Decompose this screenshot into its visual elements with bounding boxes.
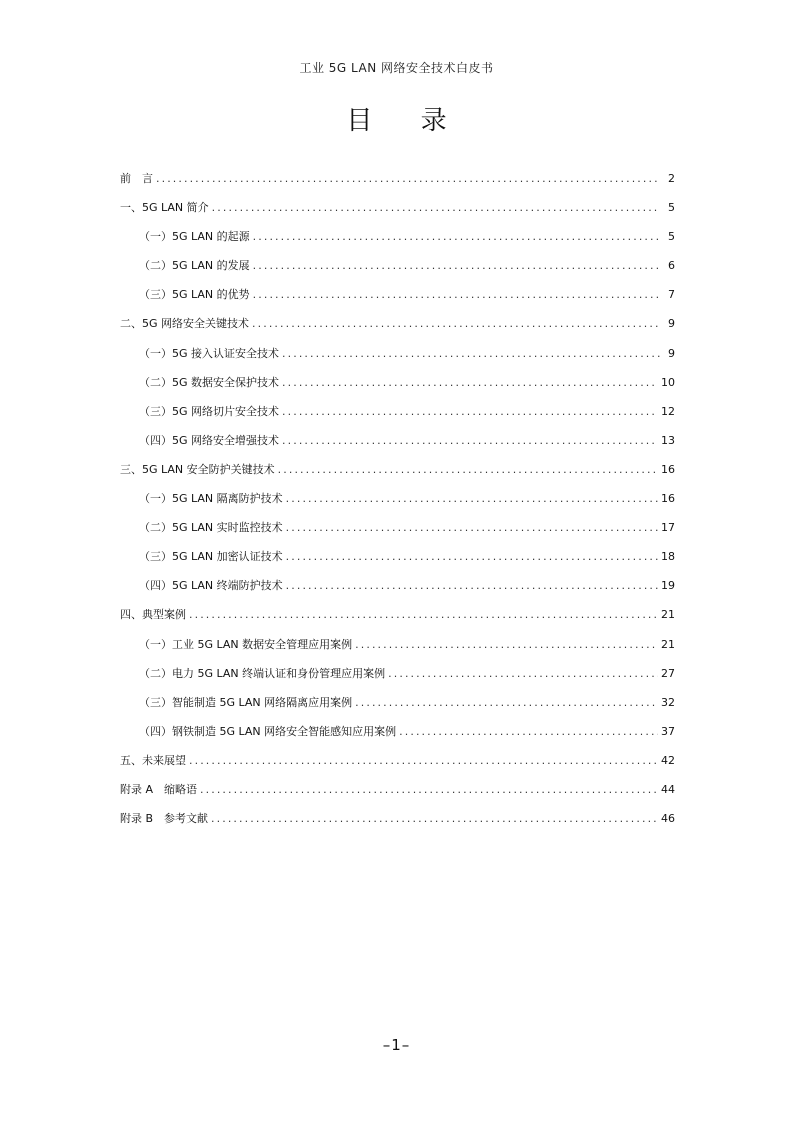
toc-entry-section-3-4[interactable]	[120, 577, 675, 606]
toc-page-number: 5	[668, 230, 675, 244]
toc-entry-chapter-2[interactable]	[120, 315, 675, 344]
table-of-contents	[120, 170, 675, 839]
toc-dot-leader	[286, 579, 658, 592]
toc-page-number: 6	[668, 259, 675, 273]
toc-dot-leader	[252, 317, 660, 330]
toc-page-number: 21	[661, 637, 675, 651]
toc-page-number: 7	[668, 288, 675, 302]
toc-entry-label: （三）5G LAN 加密认证技术	[139, 550, 283, 564]
toc-dot-leader	[282, 347, 660, 360]
toc-dot-leader	[286, 521, 658, 534]
toc-entry-label: 附录 B 参考文献	[120, 812, 209, 826]
toc-entry-section-4-2[interactable]	[120, 665, 675, 694]
toc-page-number: 16	[661, 492, 675, 506]
toc-dot-leader	[399, 725, 658, 738]
toc-entry-section-3-1[interactable]	[120, 490, 675, 519]
running-header: 工业 5G LAN 网络安全技术白皮书	[299, 61, 494, 75]
toc-dot-leader	[156, 172, 660, 185]
toc-entry-label: （一）5G LAN 隔离防护技术	[139, 492, 283, 506]
toc-page-number: 2	[668, 172, 675, 185]
toc-dot-leader	[282, 405, 658, 418]
toc-entry-label: （三）5G LAN 的优势	[139, 288, 250, 302]
toc-dot-leader	[388, 667, 658, 680]
toc-entry-appendix-a[interactable]	[120, 781, 675, 810]
toc-dot-leader	[253, 259, 660, 272]
toc-page-number: 9	[668, 346, 675, 360]
toc-entry-label: （四）5G 网络安全增强技术	[139, 433, 280, 447]
page-title: 目 录	[346, 106, 467, 136]
toc-entry-chapter-5[interactable]	[120, 752, 675, 781]
toc-dot-leader	[278, 463, 658, 476]
toc-dot-leader	[286, 550, 658, 563]
toc-entry-label: （二）5G LAN 的发展	[139, 259, 250, 273]
toc-dot-leader	[253, 288, 660, 301]
toc-entry-section-4-3[interactable]	[120, 694, 675, 723]
toc-entry-section-4-4[interactable]	[120, 723, 675, 752]
toc-page-number: 17	[661, 521, 675, 535]
toc-entry-section-3-2[interactable]	[120, 519, 675, 548]
toc-page-number: 18	[661, 550, 675, 564]
toc-entry-section-1-2[interactable]	[120, 257, 675, 286]
toc-dot-leader	[200, 783, 658, 796]
toc-dot-leader	[286, 492, 658, 505]
toc-entry-label: （三）5G 网络切片安全技术	[139, 404, 280, 418]
toc-dot-leader	[253, 230, 660, 243]
toc-page-number: 21	[661, 608, 675, 622]
toc-entry-preface[interactable]	[120, 170, 675, 199]
toc-entry-label: 三、5G LAN 安全防护关键技术	[120, 462, 275, 476]
toc-entry-label: （一）5G 接入认证安全技术	[139, 346, 280, 360]
toc-entry-label: （三）智能制造 5G LAN 网络隔离应用案例	[139, 695, 353, 709]
toc-dot-leader	[212, 201, 660, 214]
toc-entry-section-2-2[interactable]	[120, 374, 675, 403]
toc-entry-section-2-1[interactable]	[120, 345, 675, 374]
toc-entry-section-1-3[interactable]	[120, 286, 675, 315]
toc-entry-label: 四、典型案例	[120, 608, 186, 622]
toc-entry-section-3-3[interactable]	[120, 548, 675, 577]
toc-dot-leader	[355, 696, 658, 709]
toc-dot-leader	[189, 608, 658, 621]
toc-entry-section-4-1[interactable]	[120, 636, 675, 665]
toc-page-number: 13	[661, 433, 675, 447]
toc-dot-leader	[282, 376, 658, 389]
toc-entry-label: （一）工业 5G LAN 数据安全管理应用案例	[139, 637, 353, 651]
toc-entry-section-2-3[interactable]	[120, 403, 675, 432]
toc-entry-label: （二）5G LAN 实时监控技术	[139, 521, 283, 535]
toc-entry-label: 附录 A 缩略语	[120, 782, 198, 796]
toc-dot-leader	[189, 754, 658, 767]
toc-page-number: 12	[661, 404, 675, 418]
page-number-footer: –1–	[382, 1036, 411, 1054]
toc-entry-label: 二、5G 网络安全关键技术	[120, 317, 250, 331]
toc-entry-section-2-4[interactable]	[120, 432, 675, 461]
toc-page-number: 19	[661, 579, 675, 593]
toc-entry-section-1-1[interactable]	[120, 228, 675, 257]
toc-entry-label: （二）电力 5G LAN 终端认证和身份管理应用案例	[139, 666, 386, 680]
toc-entry-label: （四）钢铁制造 5G LAN 网络安全智能感知应用案例	[139, 724, 397, 738]
toc-entry-label: 五、未来展望	[120, 753, 186, 767]
toc-page-number: 16	[661, 462, 675, 476]
toc-dot-leader	[355, 638, 658, 651]
toc-entry-appendix-b[interactable]	[120, 810, 675, 839]
toc-page-number: 10	[661, 375, 675, 389]
toc-page-number: 46	[661, 812, 675, 826]
toc-dot-leader	[211, 812, 658, 825]
toc-entry-label: （四）5G LAN 终端防护技术	[139, 579, 283, 593]
toc-entry-chapter-4[interactable]	[120, 606, 675, 635]
toc-page-number: 37	[661, 724, 675, 738]
toc-entry-label: （一）5G LAN 的起源	[139, 230, 250, 244]
toc-entry-label: （二）5G 数据安全保护技术	[139, 375, 280, 389]
toc-page-number: 27	[661, 666, 675, 680]
toc-page-number: 42	[661, 753, 675, 767]
toc-page-number: 5	[668, 201, 675, 215]
toc-entry-chapter-3[interactable]	[120, 461, 675, 490]
toc-entry-label: 一、5G LAN 简介	[120, 201, 209, 215]
toc-entry-label: 前 言	[120, 172, 153, 185]
toc-page-number: 32	[661, 695, 675, 709]
toc-page-number: 44	[661, 782, 675, 796]
toc-dot-leader	[282, 434, 658, 447]
toc-page-number: 9	[668, 317, 675, 331]
toc-entry-chapter-1[interactable]	[120, 199, 675, 228]
